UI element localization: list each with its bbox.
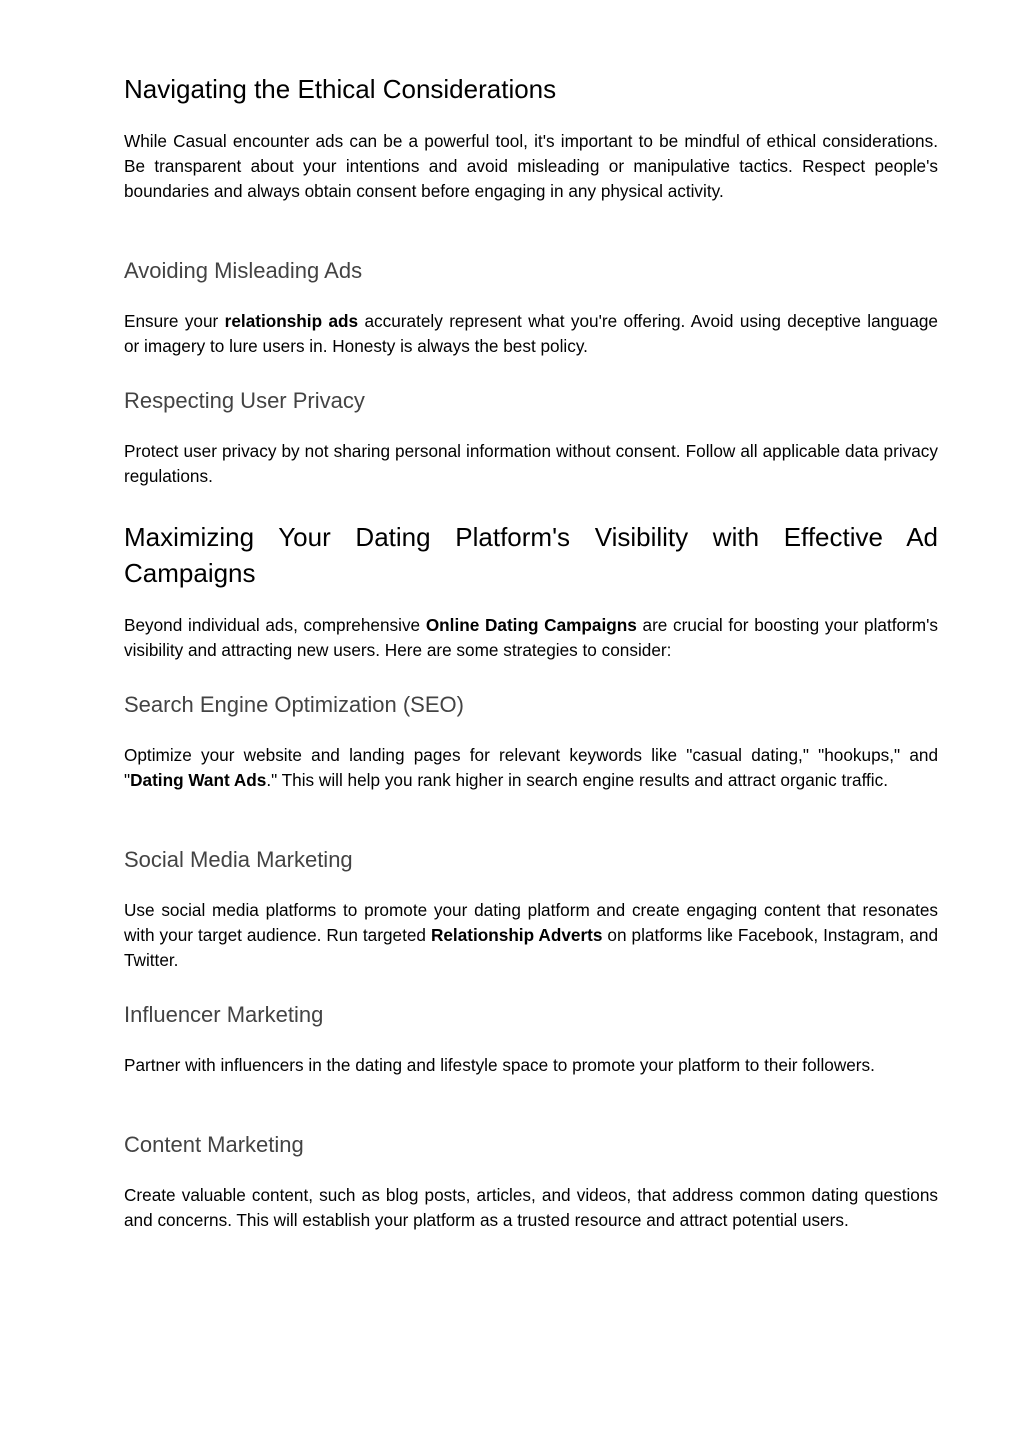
heading-influencer-marketing: Influencer Marketing [124, 1002, 324, 1027]
paragraph-respecting-user-privacy: Protect user privacy by not sharing personal information without consent. Follow all applicable data privacy regulations. [124, 441, 938, 486]
heading-maximizing-visibility: Maximizing Your Dating Platform's Visibility with Effective Ad Campaigns [124, 522, 938, 588]
heading-respecting-user-privacy: Respecting User Privacy [124, 388, 365, 413]
bold-keyword: Online Dating Campaigns [425, 615, 637, 635]
heading-avoiding-misleading-ads: Avoiding Misleading Ads [124, 258, 363, 283]
text-segment: ." This will help you rank higher in search engine results and attract organic traffic. [266, 770, 888, 790]
text-segment: Ensure your [124, 311, 225, 331]
paragraph-ethical-considerations: While Casual encounter ads can be a powerful tool, it's important to be mindful of ethical considerations. Be transparent about your intentions and avoid misleading or manipulative tactics. Respect people's boundaries and always obtain consent before engaging in any physical activity. [124, 131, 938, 201]
paragraph-avoiding-misleading-ads [124, 309, 938, 359]
paragraph-influencer-marketing: Partner with influencers in the dating and lifestyle space to promote your platform to their followers. [124, 1055, 875, 1075]
heading-social-media-marketing: Social Media Marketing [124, 847, 353, 872]
heading-content-marketing: Content Marketing [124, 1132, 304, 1157]
text-segment: Use social media platforms to promote your dating platform and create engaging content that resonates with your target audience. Run targeted [124, 900, 938, 945]
bold-keyword: Relationship Adverts [430, 925, 603, 945]
paragraph-maximizing-visibility [124, 613, 938, 663]
heading-ethical-considerations: Navigating the Ethical Considerations [124, 74, 557, 104]
paragraph-social-media-marketing [124, 898, 938, 973]
text-segment: are crucial for boosting your platform's visibility and attracting new users. Here are some strategies to consider: [124, 615, 938, 660]
text-segment: Beyond individual ads, comprehensive [124, 615, 426, 635]
paragraph-seo [124, 743, 938, 793]
bold-keyword: Dating Want Ads [130, 770, 267, 790]
paragraph-content-marketing: Create valuable content, such as blog posts, articles, and videos, that address common dating questions and concerns. This will establish your platform as a trusted resource and attract potential users. [124, 1185, 938, 1230]
text-segment: accurately represent what you're offering. Avoid using deceptive language or imagery to lure users in. Honesty is always the best policy. [124, 311, 938, 356]
text-segment: Optimize your website and landing pages for relevant keywords like "casual dating," "hookups," and " [124, 745, 938, 790]
heading-seo: Search Engine Optimization (SEO) [124, 692, 464, 717]
bold-keyword: relationship ads [224, 311, 359, 331]
text-segment: on platforms like Facebook, Instagram, and Twitter. [124, 925, 939, 970]
